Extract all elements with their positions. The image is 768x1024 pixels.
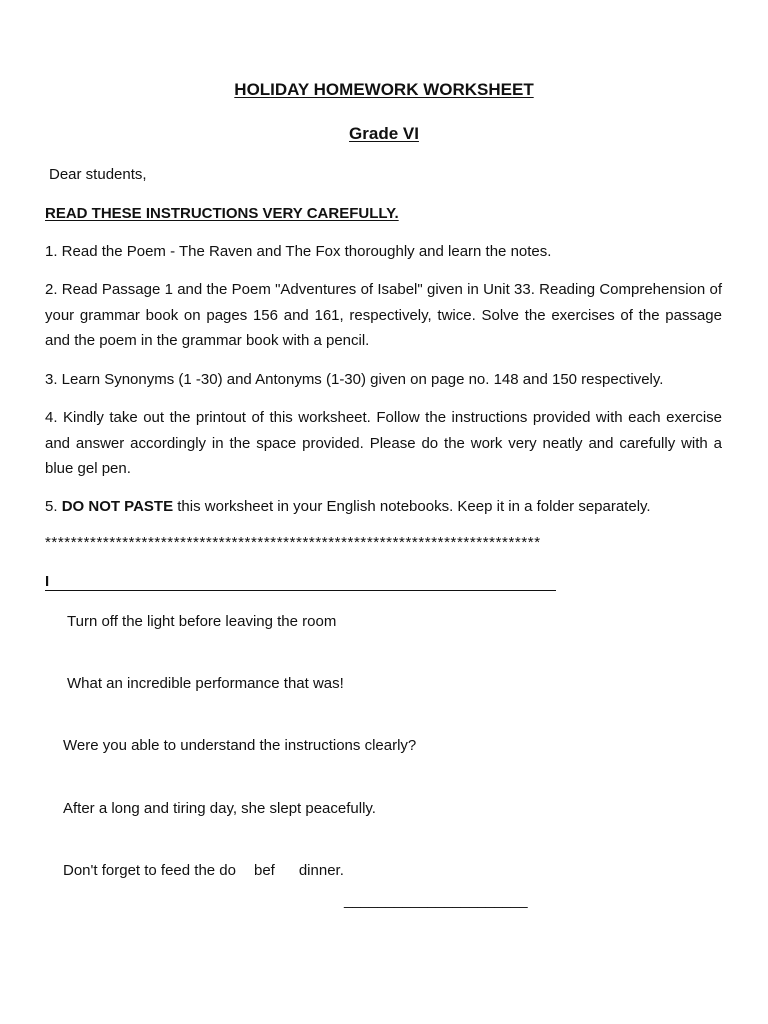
sentence-part: bef [253,862,275,879]
instruction-item: 3. Learn Synonyms (1 -30) and Antonyms (1-30) given on page no. 148 and 150 respectively. [45,371,664,388]
exercise-sentence: Turn off the light before leaving the room [67,613,337,630]
salutation: Dear students, [49,166,147,183]
instruction-item: 4. Kindly take out the printout of this worksheet. Follow the instructions provided with each exercise and answer accordingly in the space provided. Please do the work very neatly and carefully with a blue gel pen. [45,409,722,477]
instruction-item: 2. Read Passage 1 and the Poem "Adventures of Isabel" given in Unit 33. Reading Comprehension of your grammar book on pages 156 and 161, respectively, twice. Solve the exercises of the passage and the poem in the grammar book with a pencil. [45,281,722,349]
exercise-sentence [63,858,344,883]
exercise-sentence: What an incredible performance that was! [67,675,344,692]
page-title: HOLIDAY HOMEWORK WORKSHEET [234,80,534,99]
sentence-part: Don't forget to feed the do [63,862,236,879]
instruction-prefix: 5. [45,498,62,515]
section-label: I [45,573,50,590]
instruction-item [45,494,722,520]
answer-line: ______________________ [344,892,528,909]
instruction-rest: this worksheet in your English notebooks. Keep it in a folder separately. [173,498,651,515]
exercise-sentence: After a long and tiring day, she slept peacefully. [63,800,376,817]
instruction-item: 1. Read the Poem - The Raven and The Fox thoroughly and learn the notes. [45,243,552,260]
sentence-part: dinner. [298,862,344,879]
separator-line: ***************************************************************************** [45,534,541,551]
section-rule [45,590,556,591]
instructions-heading: READ THESE INSTRUCTIONS VERY CAREFULLY. [45,205,399,222]
exercise-sentence: Were you able to understand the instructions clearly? [63,737,417,754]
instruction-emphasis: DO NOT PASTE [61,498,174,515]
grade-heading: Grade VI [349,124,419,143]
